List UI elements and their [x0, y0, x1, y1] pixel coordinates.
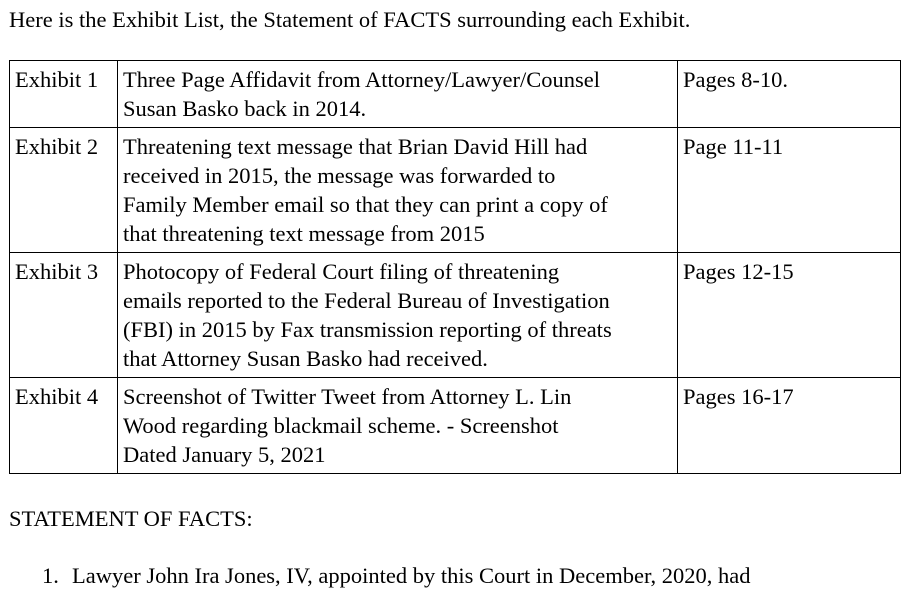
exhibit-label: Exhibit 4 [10, 378, 118, 474]
exhibit-label: Exhibit 3 [10, 253, 118, 378]
description-line: that Attorney Susan Basko had received. [123, 346, 488, 371]
description-line: Screenshot of Twitter Tweet from Attorney L. Lin [123, 384, 572, 409]
description-line: Dated January 5, 2021 [123, 442, 326, 467]
description-line: Threatening text message that Brian David Hill had [123, 134, 588, 159]
statement-heading: STATEMENT OF FACTS: [9, 506, 253, 531]
description-line: that threatening text message from 2015 [123, 221, 485, 246]
list-number: 1. [42, 563, 59, 588]
exhibit-pages: Pages 8-10. [678, 61, 901, 128]
exhibit-description [118, 378, 678, 474]
exhibit-pages: Pages 12-15 [678, 253, 901, 378]
description-line: Wood regarding blackmail scheme. - Screenshot [123, 413, 559, 438]
exhibit-label: Exhibit 2 [10, 128, 118, 253]
exhibit-label: Exhibit 1 [10, 61, 118, 128]
exhibit-description [118, 61, 678, 128]
table-row [10, 253, 901, 378]
description-line: emails reported to the Federal Bureau of Investigation [123, 288, 610, 313]
description-line: (FBI) in 2015 by Fax transmission reporting of threats [123, 317, 612, 342]
exhibit-table [9, 60, 901, 474]
table-row [10, 128, 901, 253]
description-line: Photocopy of Federal Court filing of threatening [123, 259, 560, 284]
description-line: received in 2015, the message was forwarded to [123, 163, 556, 188]
description-line: Susan Basko back in 2014. [123, 96, 367, 121]
table-row [10, 378, 901, 474]
description-line: Three Page Affidavit from Attorney/Lawyer/Counsel [123, 67, 600, 92]
exhibit-pages: Page 11-11 [678, 128, 901, 253]
exhibit-pages: Pages 16-17 [678, 378, 901, 474]
exhibit-description [118, 253, 678, 378]
table-row [10, 61, 901, 128]
exhibit-description [118, 128, 678, 253]
list-text: Lawyer John Ira Jones, IV, appointed by this Court in December, 2020, had [72, 563, 751, 588]
list-item [42, 562, 751, 590]
intro-paragraph: Here is the Exhibit List, the Statement of FACTS surrounding each Exhibit. [9, 7, 691, 32]
description-line: Family Member email so that they can print a copy of [123, 192, 608, 217]
